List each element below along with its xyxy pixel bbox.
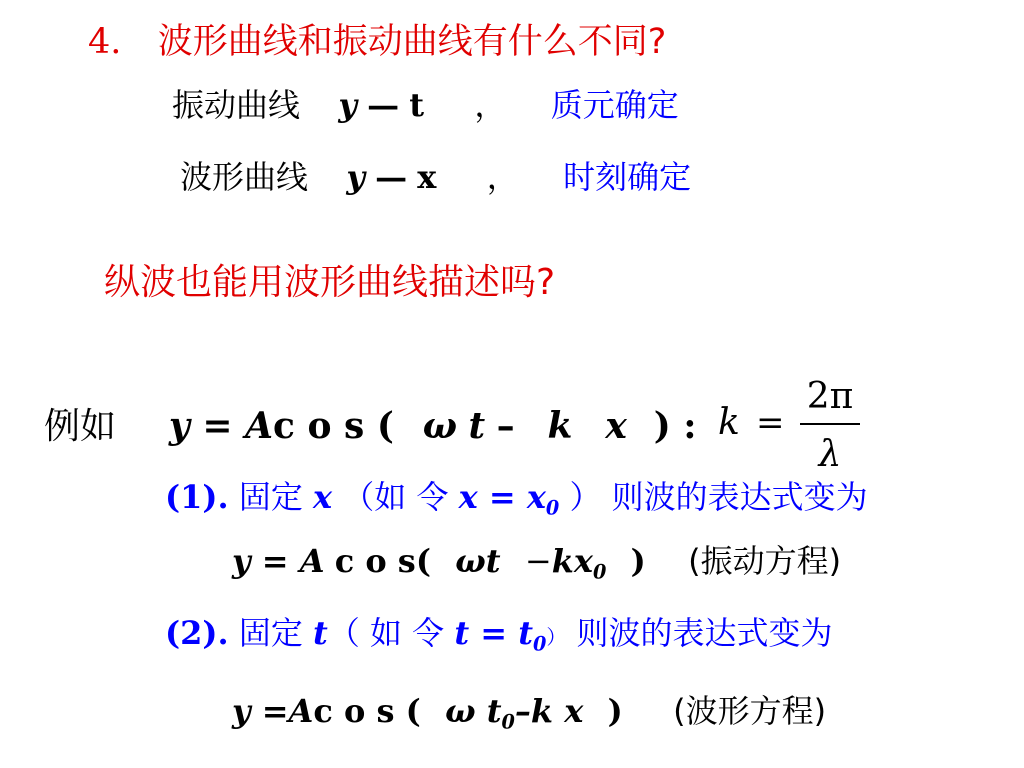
case-2-fix-t: [165, 608, 833, 656]
wave-curve-label: 波形曲线: [180, 158, 309, 196]
eq1-minus: −: [524, 542, 552, 580]
example-t: t: [468, 405, 486, 447]
example-label: 例如: [44, 406, 117, 447]
example-close: ) :: [653, 405, 697, 447]
case1-prefix: (1).: [165, 478, 229, 516]
vibration-var-y: y: [338, 86, 357, 124]
eq2-close: ): [607, 692, 623, 730]
vibration-dash: —: [367, 86, 400, 124]
wave-curve-row: [180, 152, 691, 198]
eq1-cos: c o s(: [334, 542, 431, 580]
case2-tail: 则波的表达式变为: [576, 614, 833, 652]
example-cos: c o s (: [273, 405, 394, 447]
case2-paren-close: ）: [546, 625, 567, 649]
case-1-fix-x: [165, 472, 868, 520]
vibration-equation: [232, 536, 841, 584]
longitudinal-wave-question: 纵波也能用波形曲线描述吗?: [104, 262, 556, 303]
eq2-minus-kx: –k x: [514, 692, 584, 730]
case1-var: x: [313, 478, 333, 516]
k-denominator: λ: [818, 434, 842, 472]
vibration-note: 质元确定: [550, 86, 679, 124]
wave-var-y: y: [346, 158, 365, 196]
example-omega: ω: [422, 405, 458, 447]
k-lhs: k: [718, 402, 740, 443]
case2-fix: 固定: [238, 614, 303, 652]
wave-dash: —: [375, 158, 408, 196]
eq1-lhs: y = A: [232, 542, 325, 580]
example-k: k: [547, 405, 573, 447]
eq2-cos: c o s (: [313, 692, 421, 730]
wave-comma: ，: [486, 158, 519, 196]
vibration-curve-row: [172, 80, 679, 126]
example-x: x: [605, 405, 627, 447]
eq2-omega-t0: ω $t_0$: [445, 692, 515, 734]
case2-prefix: (2).: [165, 614, 229, 652]
eq1-label: (振动方程): [688, 542, 842, 580]
vibration-curve-label: 振动曲线: [172, 86, 301, 124]
case1-fix: 固定: [238, 478, 303, 516]
k-numerator: 2π: [806, 376, 854, 417]
example-minus: –: [496, 405, 515, 447]
vibration-comma: ，: [474, 86, 507, 124]
eq2-lhs: y =A: [232, 692, 314, 730]
title-text: 波形曲线和振动曲线有什么不同?: [157, 22, 667, 62]
case1-paren-close: ）: [569, 478, 602, 516]
wave-var-x: x: [417, 158, 437, 196]
wave-number-formula: [718, 372, 868, 472]
title-number: 4.: [88, 22, 122, 62]
case1-tail: 则波的表达式变为: [611, 478, 868, 516]
eq1-kx: $kx_0$: [551, 542, 607, 584]
example-equation: [44, 398, 697, 449]
case2-assign: $t = t_0$: [454, 614, 547, 656]
eq1-omega-t: ωt: [455, 542, 501, 580]
slide-title: [88, 14, 666, 64]
wave-note: 时刻确定: [563, 158, 692, 196]
vibration-var-t: t: [409, 86, 425, 124]
k-equals: =: [756, 403, 785, 443]
waveform-equation: [232, 686, 826, 734]
eq1-close: ): [630, 542, 646, 580]
case2-var: t: [313, 614, 328, 652]
case1-paren-open: （如 令: [342, 478, 449, 516]
eq2-label: (波形方程): [673, 692, 827, 730]
example-lhs: y = A: [168, 405, 274, 447]
case1-assign: $x = x_0$: [458, 478, 560, 520]
case2-paren-open: （ 如 令: [327, 614, 445, 652]
